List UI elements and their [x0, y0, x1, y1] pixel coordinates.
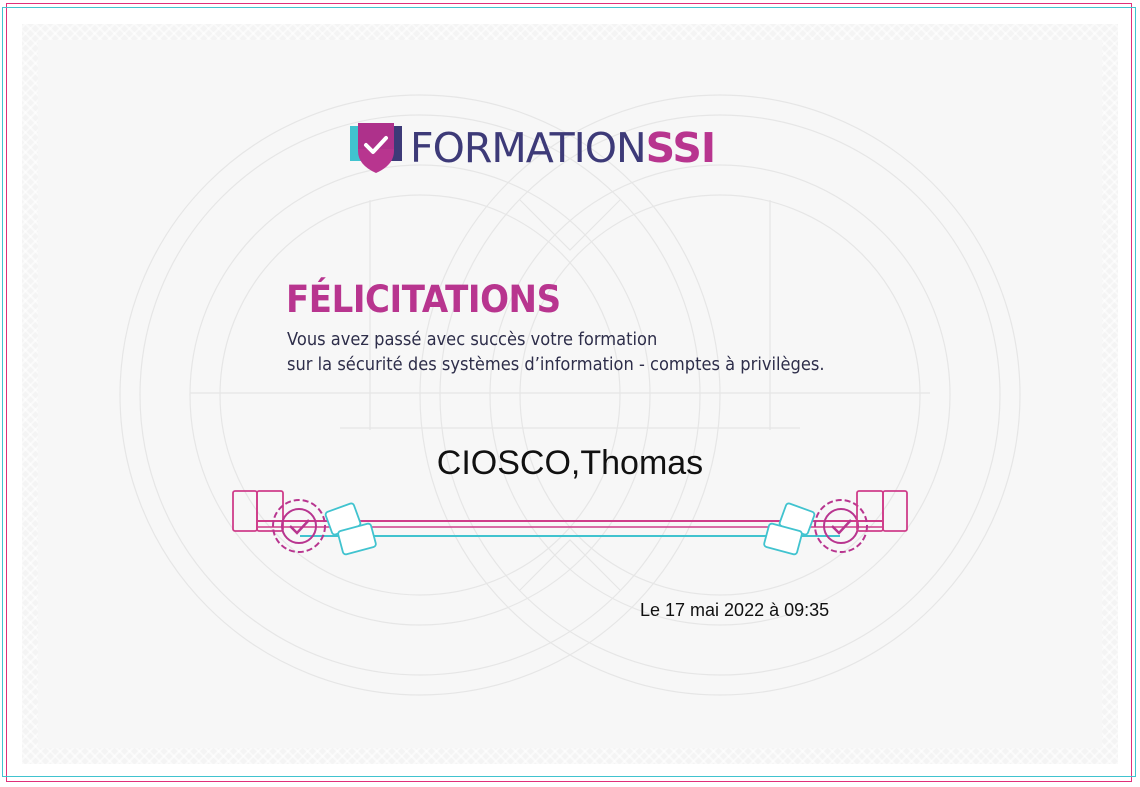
left-flag-icon — [233, 491, 283, 531]
logo-text-bold: SSI — [645, 123, 716, 172]
left-seal-icon — [273, 500, 325, 552]
certificate-title: FÉLICITATIONS — [286, 278, 561, 321]
description-line-2: sur la sécurité des systèmes d’information - comptes à privilèges. — [287, 355, 825, 375]
left-tag-icons — [325, 503, 377, 555]
logo-text-light: FORMATION — [410, 123, 646, 172]
right-tag-icons — [763, 503, 815, 555]
certificate-date: Le 17 mai 2022 à 09:35 — [640, 600, 830, 620]
description-line-1: Vous avez passé avec succès votre formation — [287, 330, 658, 350]
right-seal-icon — [815, 500, 867, 552]
recipient-name: CIOSCO,Thomas — [436, 444, 704, 482]
right-flag-icon — [857, 491, 907, 531]
